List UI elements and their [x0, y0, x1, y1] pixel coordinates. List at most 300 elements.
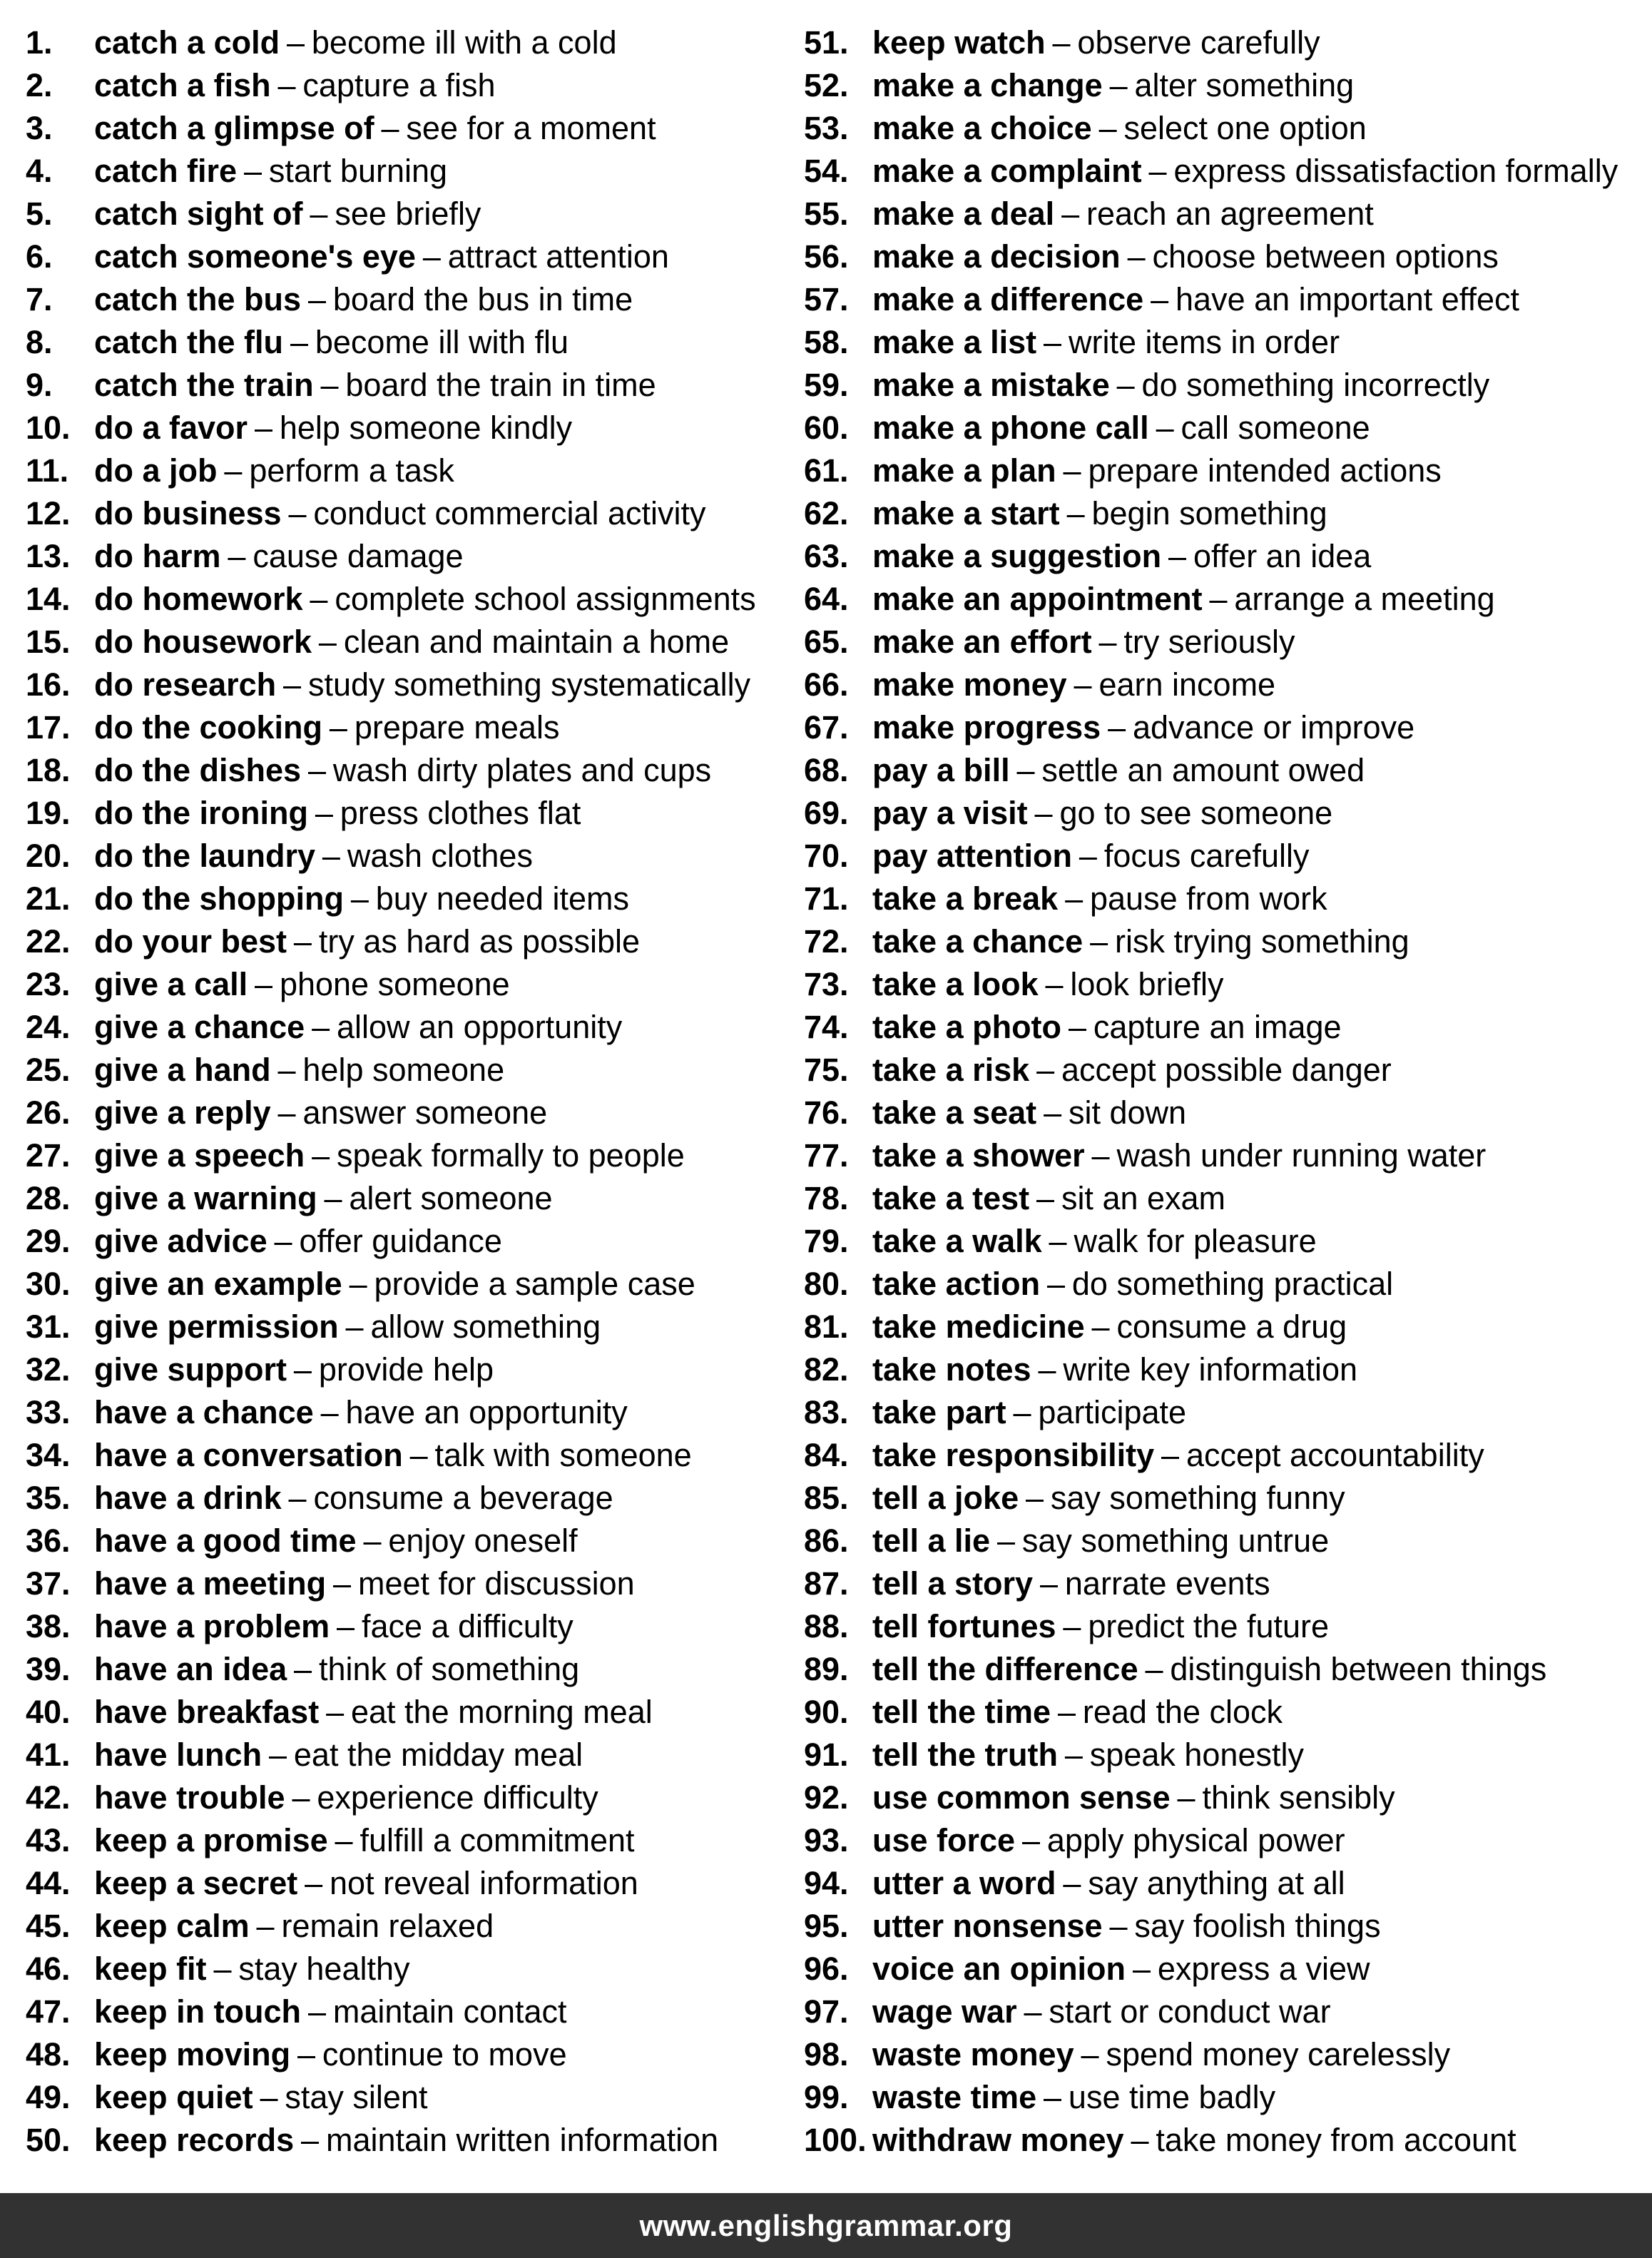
collocation-entry	[26, 835, 789, 878]
footer-bar	[0, 2193, 1652, 2258]
dash-separator: –	[305, 1865, 323, 1901]
collocation-entry	[804, 621, 1642, 663]
collocation-entry	[26, 1049, 789, 1092]
dash-separator: –	[283, 666, 302, 703]
collocation-definition: see briefly	[335, 195, 481, 232]
collocation-term: voice an opinion	[872, 1951, 1126, 1987]
dash-separator: –	[318, 624, 337, 660]
collocation-definition: maintain written information	[325, 2122, 719, 2158]
dash-separator: –	[1013, 1394, 1031, 1430]
collocation-entry	[26, 578, 789, 621]
dash-separator: –	[312, 1137, 330, 1174]
entry-number: 59.	[804, 367, 849, 403]
entry-text	[94, 1691, 653, 1734]
entry-text	[872, 21, 1320, 64]
entry-number: 58.	[804, 324, 849, 360]
entry-number: 49.	[26, 2079, 71, 2115]
collocation-entry	[26, 1819, 789, 1862]
collocation-entry	[26, 1605, 789, 1648]
collocation-definition: try as hard as possible	[318, 923, 641, 960]
entry-text	[94, 835, 533, 878]
collocation-definition: earn income	[1098, 666, 1276, 703]
entry-number: 53.	[804, 110, 849, 146]
collocation-entry	[804, 878, 1642, 920]
dash-separator: –	[1132, 1951, 1151, 1987]
collocation-entry	[804, 1948, 1642, 1990]
collocation-entry	[804, 21, 1642, 64]
entry-number: 67.	[804, 709, 849, 746]
collocation-term: pay attention	[872, 838, 1073, 874]
collocation-definition: pause from work	[1090, 880, 1327, 917]
collocation-entry	[804, 1220, 1642, 1263]
entry-number: 41.	[26, 1736, 71, 1773]
collocation-term: make a complaint	[872, 153, 1142, 189]
dash-separator: –	[320, 1394, 339, 1430]
collocation-entry	[26, 920, 789, 963]
collocation-definition: alter something	[1134, 67, 1355, 103]
entry-text	[872, 1990, 1331, 2033]
entry-text	[94, 1605, 573, 1648]
entry-text	[872, 1648, 1546, 1691]
collocation-entry	[26, 1134, 789, 1177]
entry-number: 43.	[26, 1822, 71, 1858]
dash-separator: –	[1038, 1351, 1056, 1388]
entry-number: 93.	[804, 1822, 849, 1858]
dash-separator: –	[1057, 1694, 1076, 1730]
entry-text	[872, 749, 1365, 792]
entry-text	[94, 1092, 547, 1134]
collocation-entry	[804, 1391, 1642, 1434]
collocation-entry	[26, 1905, 789, 1948]
entry-number: 55.	[804, 195, 849, 232]
collocation-definition: wash dirty plates and cups	[332, 752, 712, 788]
entry-text	[94, 21, 617, 64]
dash-separator: –	[310, 195, 328, 232]
collocation-term: give permission	[94, 1308, 339, 1345]
dash-separator: –	[260, 2079, 278, 2115]
entry-number: 14.	[26, 581, 71, 617]
collocation-entry	[804, 1819, 1642, 1862]
dash-separator: –	[1044, 1094, 1062, 1131]
entry-number: 3.	[26, 110, 53, 146]
entry-text	[872, 535, 1371, 578]
collocation-entry	[26, 449, 789, 492]
collocation-entry	[804, 193, 1642, 235]
collocation-term: make a mistake	[872, 367, 1110, 403]
dash-separator: –	[307, 281, 326, 317]
entry-number: 18.	[26, 752, 71, 788]
collocation-term: catch the train	[94, 367, 314, 403]
entry-number: 77.	[804, 1137, 849, 1174]
dash-separator: –	[1109, 67, 1128, 103]
dash-separator: –	[301, 2122, 320, 2158]
entry-number: 24.	[26, 1009, 71, 1045]
collocation-definition: press clothes flat	[340, 795, 581, 831]
collocation-entry	[804, 449, 1642, 492]
entry-number: 40.	[26, 1694, 71, 1730]
collocation-term: catch sight of	[94, 195, 303, 232]
entry-text	[872, 835, 1309, 878]
entry-text	[872, 1734, 1304, 1776]
entry-number: 95.	[804, 1908, 849, 1944]
collocation-definition: look briefly	[1070, 966, 1224, 1002]
entry-text	[94, 2076, 427, 2119]
entry-text	[94, 621, 729, 663]
collocation-term: take a look	[872, 966, 1039, 1002]
collocation-definition: consume a drug	[1116, 1308, 1347, 1345]
collocation-term: keep a promise	[94, 1822, 328, 1858]
collocation-term: give a call	[94, 966, 248, 1002]
collocation-term: have breakfast	[94, 1694, 320, 1730]
entry-number: 92.	[804, 1779, 849, 1816]
collocation-entry	[26, 407, 789, 449]
collocation-definition: speak formally to people	[336, 1137, 685, 1174]
dash-separator: –	[335, 1822, 353, 1858]
collocation-term: give a speech	[94, 1137, 305, 1174]
collocation-entry	[26, 235, 789, 278]
entry-text	[94, 1348, 494, 1391]
entry-text	[94, 1263, 695, 1306]
dash-separator: –	[1064, 1736, 1083, 1773]
collocation-definition: start burning	[268, 153, 448, 189]
entry-number: 73.	[804, 966, 849, 1002]
collocation-definition: offer guidance	[299, 1223, 502, 1259]
collocation-term: keep records	[94, 2122, 295, 2158]
entry-number: 47.	[26, 1993, 71, 2030]
collocation-entry	[26, 1220, 789, 1263]
collocation-term: make a difference	[872, 281, 1144, 317]
collocation-entry	[804, 1562, 1642, 1605]
entry-number: 64.	[804, 581, 849, 617]
collocation-definition: provide help	[318, 1351, 494, 1388]
collocation-entry	[26, 2033, 789, 2076]
dash-separator: –	[255, 966, 273, 1002]
entry-text	[94, 1049, 504, 1092]
entry-number: 25.	[26, 1052, 71, 1088]
collocation-entry	[804, 1990, 1642, 2033]
entry-number: 1.	[26, 24, 53, 61]
collocation-definition: conduct commercial activity	[313, 495, 706, 532]
entry-text	[872, 878, 1327, 920]
entry-number: 79.	[804, 1223, 849, 1259]
entry-number: 70.	[804, 838, 849, 874]
collocation-entry	[804, 2119, 1642, 2162]
collocation-definition: express dissatisfaction formally	[1173, 153, 1618, 189]
entry-text	[94, 706, 559, 749]
collocation-term: do a job	[94, 452, 218, 489]
collocation-definition: allow an opportunity	[336, 1009, 623, 1045]
entry-text	[94, 663, 750, 706]
entry-text	[94, 1905, 494, 1948]
collocation-entry	[26, 1734, 789, 1776]
collocation-term: keep moving	[94, 2036, 291, 2073]
dash-separator: –	[329, 709, 347, 746]
entry-number: 17.	[26, 709, 71, 746]
collocation-term: have a good time	[94, 1522, 357, 1559]
collocation-definition: select one option	[1123, 110, 1367, 146]
collocation-term: take action	[872, 1266, 1041, 1302]
collocation-definition: reach an agreement	[1086, 195, 1374, 232]
dash-separator: –	[1151, 281, 1169, 317]
collocation-definition: write items in order	[1068, 324, 1340, 360]
collocation-term: make an appointment	[872, 581, 1203, 617]
collocation-term: tell a story	[872, 1565, 1034, 1602]
collocation-term: withdraw money	[872, 2122, 1124, 2158]
collocation-term: make an effort	[872, 624, 1092, 660]
collocation-entry	[804, 1734, 1642, 1776]
entry-text	[94, 278, 633, 321]
entry-text	[872, 963, 1224, 1006]
entry-number: 62.	[804, 495, 849, 532]
entry-text	[94, 1562, 635, 1605]
dash-separator: –	[1063, 452, 1081, 489]
collocation-term: have a problem	[94, 1608, 330, 1644]
collocation-entry	[26, 749, 789, 792]
entry-text	[94, 321, 568, 364]
entry-text	[872, 1092, 1186, 1134]
collocation-term: tell a joke	[872, 1480, 1019, 1516]
collocation-term: take a seat	[872, 1094, 1037, 1131]
entry-text	[872, 578, 1495, 621]
dash-separator: –	[1068, 1009, 1086, 1045]
entry-number: 27.	[26, 1137, 71, 1174]
entry-number: 6.	[26, 238, 53, 275]
collocation-entry	[26, 1648, 789, 1691]
entry-number: 45.	[26, 1908, 71, 1944]
collocation-entry	[804, 278, 1642, 321]
collocation-definition: alert someone	[349, 1180, 553, 1216]
collocation-definition: write key information	[1063, 1351, 1358, 1388]
dash-separator: –	[1039, 1565, 1059, 1602]
collocation-definition: complete school assignments	[335, 581, 756, 617]
collocation-definition: begin something	[1091, 495, 1327, 532]
collocation-term: have a meeting	[94, 1565, 327, 1602]
collocation-definition: call someone	[1181, 410, 1370, 446]
entry-text	[94, 1948, 410, 1990]
entry-text	[872, 1434, 1484, 1477]
collocation-entry	[804, 321, 1642, 364]
collocation-term: have a chance	[94, 1394, 314, 1430]
collocation-entry	[26, 1691, 789, 1734]
entry-number: 30.	[26, 1266, 71, 1302]
collocation-entry	[26, 21, 789, 64]
collocation-definition: provide a sample case	[374, 1266, 695, 1302]
collocation-definition: say foolish things	[1134, 1908, 1381, 1944]
dash-separator: –	[297, 2036, 315, 2073]
collocation-entry	[26, 878, 789, 920]
entry-number: 8.	[26, 324, 53, 360]
dash-separator: –	[1034, 795, 1053, 831]
dash-separator: –	[422, 238, 441, 275]
collocation-definition: experience difficulty	[317, 1779, 598, 1816]
collocation-definition: become ill with a cold	[311, 24, 617, 61]
entry-text	[872, 1905, 1381, 1948]
collocation-entry	[804, 1263, 1642, 1306]
collocation-entry	[26, 663, 789, 706]
collocation-term: make a change	[872, 67, 1103, 103]
collocation-term: keep fit	[94, 1951, 207, 1987]
entry-number: 91.	[804, 1736, 849, 1773]
collocation-entry	[804, 835, 1642, 878]
collocation-term: do the laundry	[94, 838, 316, 874]
dash-separator: –	[337, 1608, 355, 1644]
dash-separator: –	[350, 880, 369, 917]
collocation-term: have a conversation	[94, 1437, 403, 1473]
collocation-entry	[26, 1520, 789, 1562]
entry-number: 90.	[804, 1694, 849, 1730]
entry-number: 68.	[804, 752, 849, 788]
collocation-entry	[804, 1776, 1642, 1819]
collocation-term: make a start	[872, 495, 1060, 532]
collocation-entry	[26, 150, 789, 193]
collocation-term: make progress	[872, 709, 1101, 746]
collocations-list-left-column	[26, 21, 789, 2162]
collocation-term: take a photo	[872, 1009, 1062, 1045]
collocation-term: make a decision	[872, 238, 1121, 275]
entry-number: 83.	[804, 1394, 849, 1430]
entry-number: 52.	[804, 67, 849, 103]
collocation-entry	[804, 706, 1642, 749]
entry-text	[872, 1006, 1342, 1049]
collocation-term: give a reply	[94, 1094, 271, 1131]
dash-separator: –	[293, 1351, 312, 1388]
entry-text	[872, 1263, 1393, 1306]
dash-separator: –	[1045, 966, 1064, 1002]
collocation-term: keep calm	[94, 1908, 250, 1944]
collocation-entry	[804, 1648, 1642, 1691]
entry-text	[872, 1862, 1345, 1905]
collocation-definition: perform a task	[249, 452, 454, 489]
entry-text	[872, 1177, 1225, 1220]
collocation-term: take a shower	[872, 1137, 1085, 1174]
entry-text	[872, 2076, 1275, 2119]
entry-text	[872, 407, 1370, 449]
entry-text	[94, 235, 669, 278]
entry-number: 99.	[804, 2079, 849, 2115]
dash-separator: –	[1127, 238, 1146, 275]
entry-text	[872, 1948, 1370, 1990]
collocation-definition: answer someone	[302, 1094, 548, 1131]
entry-text	[872, 1306, 1347, 1348]
collocation-term: catch the flu	[94, 324, 284, 360]
collocation-term: do homework	[94, 581, 303, 617]
entry-text	[94, 64, 496, 107]
dash-separator: –	[256, 1908, 275, 1944]
collocation-definition: board the bus in time	[332, 281, 633, 317]
dash-separator: –	[1074, 666, 1092, 703]
dash-separator: –	[1131, 2122, 1149, 2158]
collocation-entry	[804, 64, 1642, 107]
collocation-entry	[26, 2119, 789, 2162]
dash-separator: –	[293, 923, 312, 960]
collocation-entry	[804, 535, 1642, 578]
collocation-term: take a walk	[872, 1223, 1042, 1259]
entry-text	[872, 1134, 1486, 1177]
collocation-definition: read the clock	[1082, 1694, 1283, 1730]
dash-separator: –	[1016, 752, 1035, 788]
collocation-term: take a break	[872, 880, 1059, 917]
dash-separator: –	[274, 1223, 292, 1259]
entry-text	[872, 1562, 1270, 1605]
collocation-entry	[26, 621, 789, 663]
dash-separator: –	[312, 1009, 330, 1045]
entry-number: 22.	[26, 923, 71, 960]
collocation-term: take a risk	[872, 1052, 1030, 1088]
entry-number: 98.	[804, 2036, 849, 2073]
entry-number: 54.	[804, 153, 849, 189]
dash-separator: –	[277, 67, 296, 103]
collocation-definition: study something systematically	[307, 666, 751, 703]
collocation-entry	[26, 706, 789, 749]
collocation-definition: offer an idea	[1193, 538, 1372, 574]
collocation-definition: enjoy oneself	[388, 1522, 578, 1559]
collocation-term: utter a word	[872, 1865, 1056, 1901]
entry-number: 48.	[26, 2036, 71, 2073]
entry-text	[94, 535, 464, 578]
collocation-term: tell the truth	[872, 1736, 1058, 1773]
collocation-entry	[26, 1562, 789, 1605]
collocation-definition: settle an amount owed	[1041, 752, 1365, 788]
collocation-term: make a suggestion	[872, 538, 1162, 574]
collocation-entry	[26, 535, 789, 578]
collocation-definition: capture an image	[1093, 1009, 1342, 1045]
collocation-term: make money	[872, 666, 1067, 703]
entry-text	[872, 1348, 1357, 1391]
dash-separator: –	[333, 1565, 352, 1602]
collocation-term: make a choice	[872, 110, 1092, 146]
collocation-entry	[26, 1391, 789, 1434]
collocation-definition: wash clothes	[347, 838, 533, 874]
entry-text	[872, 150, 1618, 193]
collocation-definition: clean and maintain a home	[343, 624, 730, 660]
collocation-entry	[26, 1776, 789, 1819]
entry-number: 16.	[26, 666, 71, 703]
entry-text	[872, 663, 1275, 706]
entry-number: 19.	[26, 795, 71, 831]
entry-number: 2.	[26, 67, 53, 103]
collocation-term: pay a visit	[872, 795, 1028, 831]
collocation-entry	[26, 107, 789, 150]
dash-separator: –	[228, 538, 246, 574]
entry-number: 33.	[26, 1394, 71, 1430]
entry-number: 76.	[804, 1094, 849, 1131]
dash-separator: –	[324, 1180, 342, 1216]
entry-number: 88.	[804, 1608, 849, 1644]
collocation-definition: attract attention	[447, 238, 669, 275]
collocation-definition: do something incorrectly	[1141, 367, 1490, 403]
entry-text	[94, 878, 629, 920]
collocation-term: catch a fish	[94, 67, 271, 103]
collocation-entry	[26, 1306, 789, 1348]
dash-separator: –	[1168, 538, 1187, 574]
collocation-entry	[26, 492, 789, 535]
collocation-term: have trouble	[94, 1779, 285, 1816]
entry-number: 12.	[26, 495, 71, 532]
collocation-term: take responsibility	[872, 1437, 1155, 1473]
collocation-entry	[804, 364, 1642, 407]
collocation-entry	[26, 364, 789, 407]
collocation-definition: stay healthy	[238, 1951, 410, 1987]
dash-separator: –	[1046, 1266, 1066, 1302]
entry-text	[94, 407, 572, 449]
dash-separator: –	[213, 1951, 232, 1987]
collocation-definition: allow something	[370, 1308, 601, 1345]
entry-number: 46.	[26, 1951, 71, 1987]
entry-text	[872, 193, 1374, 235]
entry-number: 4.	[26, 153, 53, 189]
entry-number: 10.	[26, 410, 71, 446]
collocation-term: give a warning	[94, 1180, 317, 1216]
